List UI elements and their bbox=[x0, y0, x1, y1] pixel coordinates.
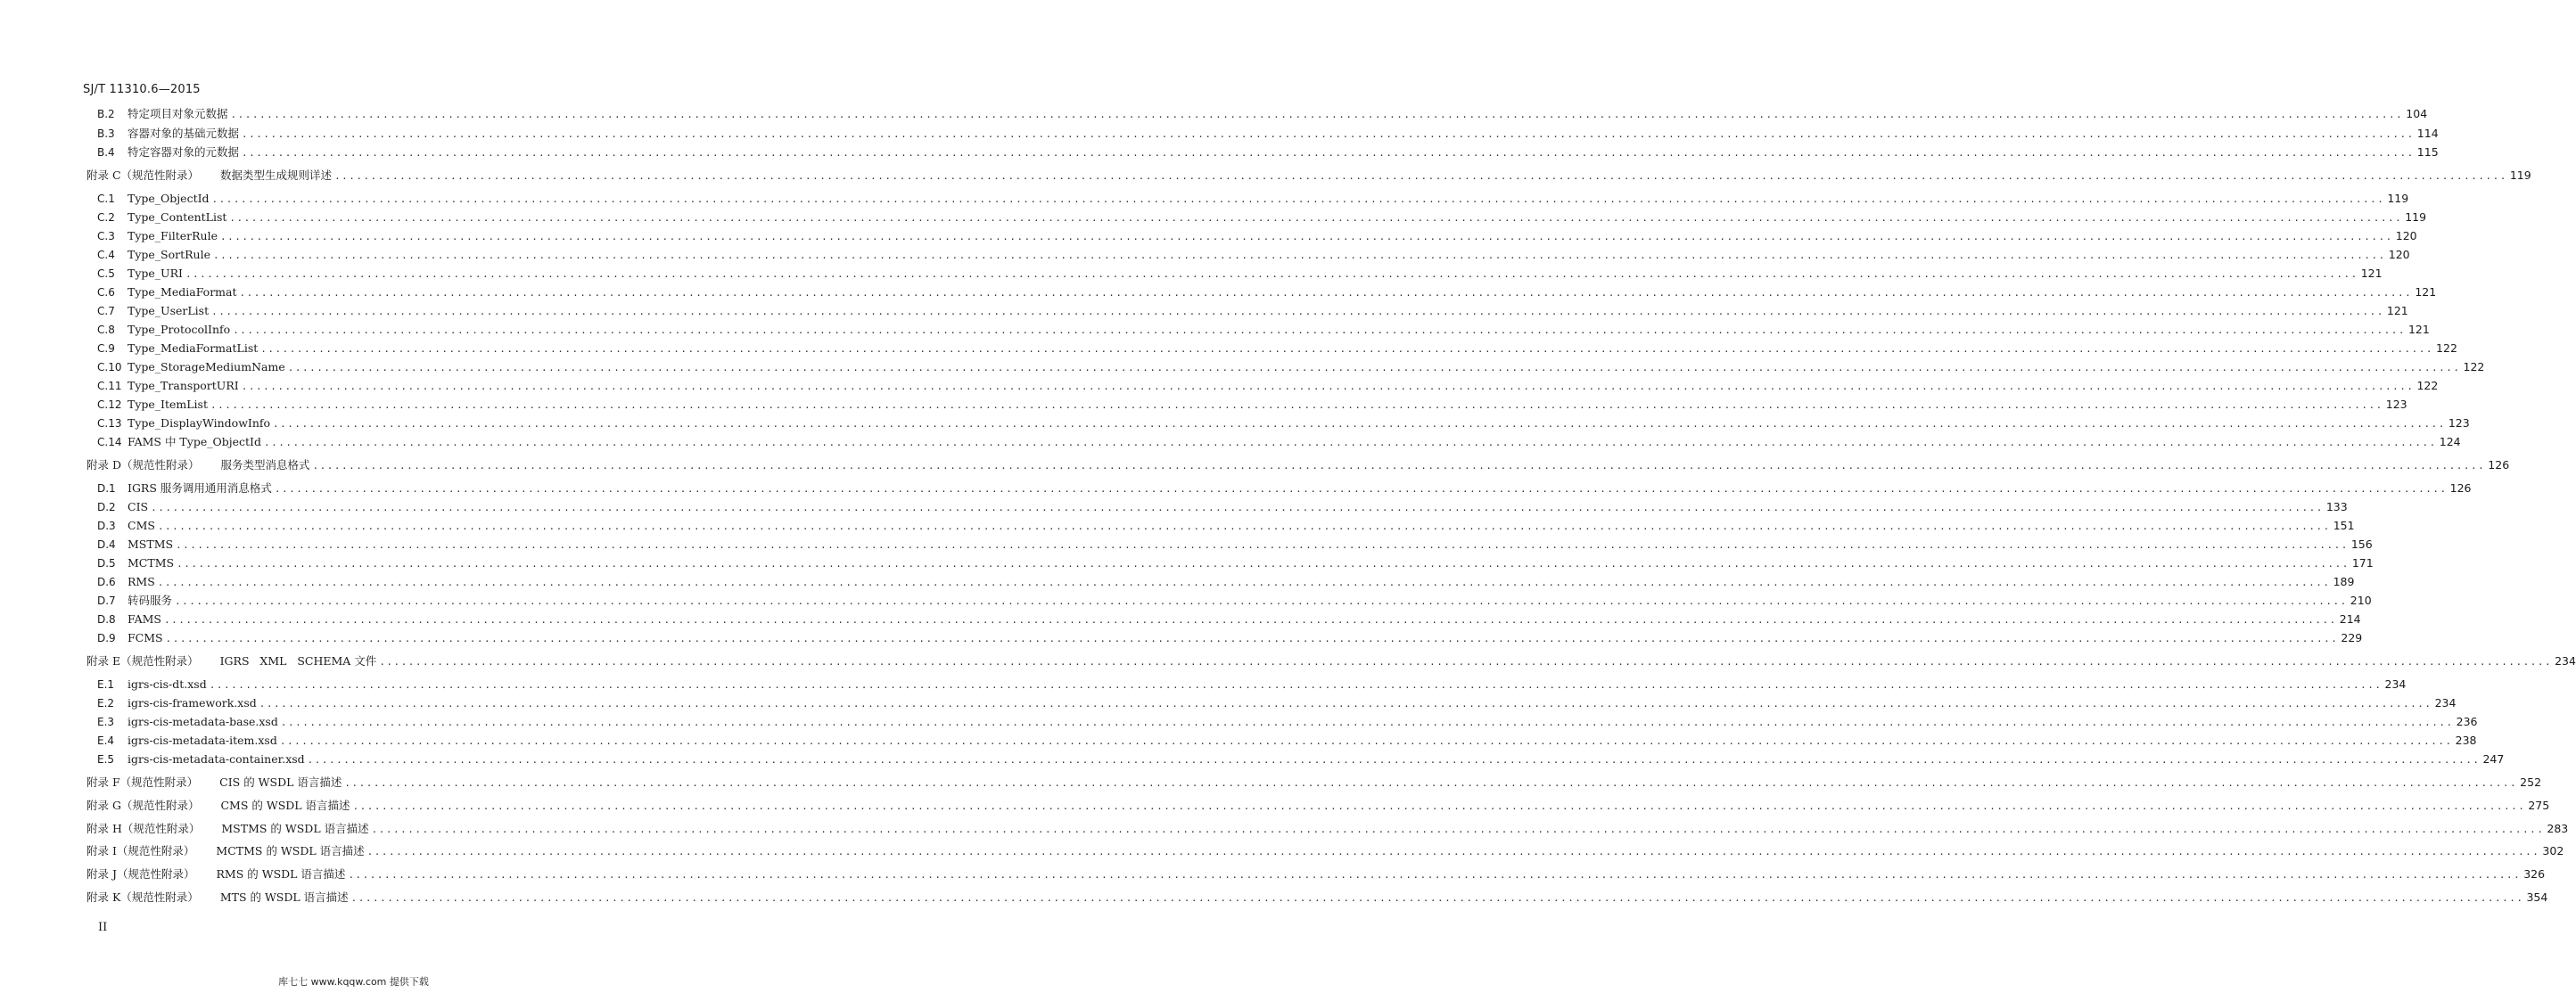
dot-leader: ............................................................................................................................................................................................................................................................................................................ bbox=[210, 399, 2383, 411]
toc-entry-page: 123 bbox=[2385, 398, 2407, 411]
toc-entry-title: IGRS 服务调用通用消息格式 bbox=[128, 481, 272, 495]
dot-leader: ............................................................................................................................................................................................................................................................................................................ bbox=[165, 633, 2339, 644]
toc-section-entry[interactable] bbox=[97, 415, 2470, 431]
dot-leader: ............................................................................................................................................................................................................................................................................................................ bbox=[274, 483, 2448, 495]
toc-section-entry[interactable] bbox=[97, 359, 2485, 375]
toc-entry-number: C.14 bbox=[97, 436, 122, 448]
toc-section-entry[interactable] bbox=[97, 378, 2439, 394]
dot-leader: ............................................................................................................................................................................................................................................................................................................ bbox=[242, 128, 2415, 140]
dot-leader: ............................................................................................................................................................................................................................................................................................................ bbox=[229, 212, 2403, 224]
toc-entry-title: Type_ItemList bbox=[128, 398, 208, 411]
dot-leader: ............................................................................................................................................................................................................................................................................................................ bbox=[233, 324, 2406, 336]
dot-leader: ............................................................................................................................................................................................................................................................................................................ bbox=[334, 170, 2507, 182]
toc-entry-title: Type_ProtocolInfo bbox=[128, 323, 231, 336]
toc-section-entry[interactable] bbox=[97, 574, 2355, 590]
toc-entry-page: 210 bbox=[2350, 594, 2372, 607]
toc-entry-number: E.2 bbox=[97, 697, 115, 710]
dot-leader: ............................................................................................................................................................................................................................................................................................................ bbox=[279, 735, 2453, 747]
toc-entry-title: Type_MediaFormat bbox=[128, 285, 237, 299]
toc-entry-page: 119 bbox=[2405, 210, 2427, 224]
dot-leader: ............................................................................................................................................................................................................................................................................................................ bbox=[350, 892, 2524, 904]
toc-entry-page: 121 bbox=[2407, 323, 2430, 336]
toc-entry-number: 附录 D（规范性附录） bbox=[86, 458, 200, 472]
toc-entry-number: E.4 bbox=[97, 734, 115, 747]
toc-section-entry[interactable] bbox=[97, 266, 2383, 282]
toc-entry-number: C.1 bbox=[97, 193, 115, 205]
dot-leader: ............................................................................................................................................................................................................................................................................................................ bbox=[241, 381, 2415, 392]
toc-entry-number: E.3 bbox=[97, 716, 115, 728]
toc-entry-page: 238 bbox=[2455, 734, 2477, 747]
toc-entry-page: 121 bbox=[2386, 304, 2408, 317]
toc-entry-number: B.2 bbox=[97, 108, 115, 120]
toc-section-entry[interactable] bbox=[97, 434, 2461, 450]
toc-section-entry[interactable] bbox=[97, 322, 2430, 338]
toc-entry-page: 114 bbox=[2416, 127, 2439, 140]
toc-entry-page: 126 bbox=[2488, 458, 2510, 472]
toc-section-entry[interactable] bbox=[97, 144, 2439, 160]
toc-entry-title: igrs-cis-metadata-base.xsd bbox=[128, 715, 278, 728]
toc-section-entry[interactable] bbox=[97, 480, 2472, 496]
toc-entry-number: C.8 bbox=[97, 324, 115, 336]
dot-leader: ............................................................................................................................................................................................................................................................................................................ bbox=[151, 502, 2324, 513]
toc-entry-page: 120 bbox=[2395, 229, 2417, 242]
toc-appendix-entry[interactable] bbox=[86, 798, 2550, 814]
toc-section-entry[interactable] bbox=[97, 695, 2457, 711]
toc-section-entry[interactable] bbox=[97, 284, 2437, 300]
toc-section-entry[interactable] bbox=[97, 593, 2372, 609]
toc-entry-page: 171 bbox=[2351, 556, 2374, 570]
dot-leader: ............................................................................................................................................................................................................................................................................................................ bbox=[157, 577, 2331, 588]
toc-section-entry[interactable] bbox=[97, 191, 2409, 207]
toc-entry-number: C.3 bbox=[97, 230, 115, 242]
toc-section-entry[interactable] bbox=[97, 228, 2417, 244]
dot-leader: ............................................................................................................................................................................................................................................................................................................ bbox=[371, 824, 2545, 835]
toc-entry-title: FAMS bbox=[128, 612, 161, 626]
toc-section-entry[interactable] bbox=[97, 247, 2410, 263]
toc-entry-page: 234 bbox=[2434, 696, 2457, 710]
dot-leader: ............................................................................................................................................................................................................................................................................................................ bbox=[242, 147, 2415, 159]
toc-entry-title: 容器对象的基础元数据 bbox=[128, 127, 240, 140]
toc-entry-title: 数据类型生成规则详述 bbox=[220, 168, 333, 182]
toc-entry-page: 126 bbox=[2449, 481, 2472, 495]
toc-entry-number: D.9 bbox=[97, 632, 116, 644]
toc-entry-number: 附录 G（规范性附录） bbox=[86, 799, 200, 812]
toc-entry-page: 214 bbox=[2339, 612, 2361, 626]
dot-leader: ............................................................................................................................................................................................................................................................................................................ bbox=[163, 614, 2337, 626]
page-number: II bbox=[98, 921, 108, 934]
dot-leader: ............................................................................................................................................................................................................................................................................................................ bbox=[312, 460, 2486, 472]
toc-entry-number: B.4 bbox=[97, 146, 115, 159]
dot-leader: ............................................................................................................................................................................................................................................................................................................ bbox=[379, 656, 2553, 668]
document-header: SJ/T 11310.6—2015 bbox=[83, 83, 201, 96]
toc-entry-title: CMS bbox=[128, 519, 155, 532]
dot-leader: ............................................................................................................................................................................................................................................................................................................ bbox=[348, 869, 2522, 881]
toc-entry-number: D.8 bbox=[97, 613, 116, 626]
toc-entry-title: MSTMS 的 WSDL 语言描述 bbox=[221, 822, 369, 835]
toc-entry-page: 151 bbox=[2333, 519, 2355, 532]
toc-entry-number: 附录 I（规范性附录） bbox=[86, 844, 195, 857]
toc-entry-title: RMS bbox=[128, 575, 155, 588]
toc-section-entry[interactable] bbox=[97, 499, 2348, 515]
toc-entry-title: Type_DisplayWindowInfo bbox=[128, 416, 271, 430]
toc-entry-page: 234 bbox=[2555, 654, 2576, 668]
toc-entry-number: 附录 E（规范性附录） bbox=[86, 654, 199, 668]
toc-entry-title: MCTMS 的 WSDL 语言描述 bbox=[216, 844, 365, 857]
toc-entry-title: FAMS 中 Type_ObjectId bbox=[128, 435, 261, 448]
toc-entry-number: D.2 bbox=[97, 501, 116, 513]
toc-entry-title: CMS 的 WSDL 语言描述 bbox=[220, 799, 350, 812]
toc-section-entry[interactable] bbox=[97, 126, 2439, 142]
toc-entry-title: igrs-cis-metadata-container.xsd bbox=[128, 752, 305, 766]
toc-section-entry[interactable] bbox=[97, 106, 2428, 122]
toc-entry-title: MTS 的 WSDL 语言描述 bbox=[219, 890, 349, 904]
dot-leader: ............................................................................................................................................................................................................................................................................................................ bbox=[344, 777, 2518, 789]
toc-section-entry[interactable] bbox=[97, 209, 2427, 226]
dot-leader: ............................................................................................................................................................................................................................................................................................................ bbox=[209, 679, 2383, 691]
dot-leader: ............................................................................................................................................................................................................................................................................................................ bbox=[211, 193, 2385, 205]
toc-entry-title: Type_ObjectId bbox=[128, 192, 210, 205]
toc-appendix-entry[interactable] bbox=[86, 890, 2548, 906]
toc-entry-number: C.7 bbox=[97, 305, 115, 317]
dot-leader: ............................................................................................................................................................................................................................................................................................................ bbox=[259, 698, 2432, 710]
toc-entry-title: 转码服务 bbox=[128, 594, 173, 607]
toc-section-entry[interactable] bbox=[97, 611, 2361, 628]
toc-entry-number: C.6 bbox=[97, 286, 115, 299]
toc-entry-page: 302 bbox=[2542, 844, 2564, 857]
toc-entry-page: 156 bbox=[2350, 537, 2373, 551]
dot-leader: ............................................................................................................................................................................................................................................................................................................ bbox=[287, 362, 2461, 373]
toc-appendix-entry[interactable] bbox=[86, 821, 2569, 837]
dot-leader: ............................................................................................................................................................................................................................................................................................................ bbox=[157, 521, 2331, 532]
toc-entry-page: 326 bbox=[2523, 867, 2546, 881]
toc-entry-page: 119 bbox=[2387, 192, 2409, 205]
toc-entry-page: 133 bbox=[2325, 500, 2348, 513]
toc-entry-page: 252 bbox=[2520, 775, 2542, 789]
toc-entry-number: C.11 bbox=[97, 380, 122, 392]
dot-leader: ............................................................................................................................................................................................................................................................................................................ bbox=[280, 717, 2454, 728]
toc-appendix-entry[interactable] bbox=[86, 168, 2531, 184]
toc-entry-title: Type_FilterRule bbox=[128, 229, 218, 242]
toc-entry-number: C.13 bbox=[97, 417, 122, 430]
toc-entry-title: MCTMS bbox=[128, 556, 175, 570]
toc-entry-title: Type_UserList bbox=[128, 304, 210, 317]
toc-entry-title: Type_StorageMediumName bbox=[128, 360, 285, 373]
toc-entry-title: 服务类型消息格式 bbox=[220, 458, 310, 472]
toc-entry-page: 275 bbox=[2528, 799, 2550, 812]
toc-entry-title: igrs-cis-dt.xsd bbox=[128, 677, 207, 691]
toc-entry-number: 附录 F（规范性附录） bbox=[86, 775, 199, 789]
toc-section-entry[interactable] bbox=[97, 397, 2407, 413]
toc-entry-title: Type_ContentList bbox=[128, 210, 227, 224]
dot-leader: ............................................................................................................................................................................................................................................................................................................ bbox=[175, 595, 2348, 607]
toc-entry-page: 229 bbox=[2341, 631, 2363, 644]
toc-entry-title: 特定容器对象的元数据 bbox=[128, 145, 240, 159]
toc-entry-title: Type_SortRule bbox=[128, 248, 210, 261]
toc-section-entry[interactable] bbox=[97, 630, 2363, 646]
toc-entry-number: D.7 bbox=[97, 595, 116, 607]
toc-entry-title: igrs-cis-framework.xsd bbox=[128, 696, 257, 710]
toc-entry-number: B.3 bbox=[97, 127, 115, 140]
dot-leader: ............................................................................................................................................................................................................................................................................................................ bbox=[211, 306, 2384, 317]
toc-entry-title: Type_TransportURI bbox=[128, 379, 239, 392]
toc-entry-number: C.12 bbox=[97, 398, 122, 411]
dot-leader: ............................................................................................................................................................................................................................................................................................................ bbox=[239, 287, 2413, 299]
dot-leader: ............................................................................................................................................................................................................................................................................................................ bbox=[260, 343, 2434, 355]
dot-leader: ............................................................................................................................................................................................................................................................................................................ bbox=[213, 250, 2386, 261]
toc-entry-page: 122 bbox=[2436, 341, 2457, 355]
toc-entry-page: 247 bbox=[2482, 752, 2505, 766]
toc-entry-page: 121 bbox=[2415, 285, 2437, 299]
toc-entry-page: 121 bbox=[2360, 267, 2383, 280]
toc-section-entry[interactable] bbox=[97, 733, 2477, 749]
toc-entry-page: 283 bbox=[2547, 822, 2569, 835]
toc-entry-page: 354 bbox=[2526, 890, 2548, 904]
toc-section-entry[interactable] bbox=[97, 751, 2505, 767]
toc-entry-title: Type_URI bbox=[128, 267, 183, 280]
toc-appendix-entry[interactable] bbox=[86, 653, 2576, 669]
toc-entry-page: 123 bbox=[2448, 416, 2470, 430]
toc-entry-title: Type_MediaFormatList bbox=[128, 341, 259, 355]
dot-leader: ............................................................................................................................................................................................................................................................................................................ bbox=[263, 437, 2437, 448]
toc-entry-number: 附录 J（规范性附录） bbox=[86, 867, 195, 881]
dot-leader: ............................................................................................................................................................................................................................................................................................................ bbox=[185, 268, 2358, 280]
toc-appendix-entry[interactable] bbox=[86, 775, 2542, 791]
toc-entry-title: 特定项目对象元数据 bbox=[128, 107, 228, 120]
toc-appendix-entry[interactable] bbox=[86, 843, 2564, 859]
toc-entry-number: C.9 bbox=[97, 342, 115, 355]
toc-entry-number: 附录 H（规范性附录） bbox=[86, 822, 201, 835]
toc-section-entry[interactable] bbox=[97, 518, 2355, 534]
toc-appendix-entry[interactable] bbox=[86, 866, 2546, 882]
toc-entry-title: IGRS XML SCHEMA 文件 bbox=[219, 654, 377, 668]
toc-entry-title: CIS bbox=[128, 500, 149, 513]
toc-section-entry[interactable] bbox=[97, 677, 2407, 693]
toc-entry-title: RMS 的 WSDL 语言描述 bbox=[216, 867, 346, 881]
toc-entry-page: 104 bbox=[2406, 107, 2428, 120]
dot-leader: ............................................................................................................................................................................................................................................................................................................ bbox=[176, 539, 2349, 551]
toc-entry-page: 122 bbox=[2463, 360, 2485, 373]
toc-entry-page: 124 bbox=[2439, 435, 2461, 448]
toc-entry-number: D.4 bbox=[97, 538, 116, 551]
toc-entry-number: D.6 bbox=[97, 576, 116, 588]
dot-leader: ............................................................................................................................................................................................................................................................................................................ bbox=[177, 558, 2350, 570]
toc-entry-number: D.1 bbox=[97, 482, 116, 495]
download-footer: 库七七 www.kqqw.com 提供下载 bbox=[278, 976, 429, 988]
toc-entry-number: E.1 bbox=[97, 678, 115, 691]
toc-entry-page: 115 bbox=[2416, 145, 2439, 159]
toc-section-entry[interactable] bbox=[97, 714, 2478, 730]
toc-entry-page: 236 bbox=[2456, 715, 2478, 728]
toc-entry-number: E.5 bbox=[97, 753, 115, 766]
toc-entry-title: CIS 的 WSDL 语言描述 bbox=[219, 775, 342, 789]
toc-section-entry[interactable] bbox=[97, 303, 2408, 319]
toc-entry-number: C.4 bbox=[97, 249, 115, 261]
dot-leader: ............................................................................................................................................................................................................................................................................................................ bbox=[219, 231, 2393, 242]
toc-entry-title: MSTMS bbox=[128, 537, 174, 551]
toc-entry-number: 附录 C（规范性附录） bbox=[86, 168, 200, 182]
toc-section-entry[interactable] bbox=[97, 341, 2457, 357]
toc-entry-page: 120 bbox=[2388, 248, 2410, 261]
dot-leader: ............................................................................................................................................................................................................................................................................................................ bbox=[307, 754, 2481, 766]
toc-appendix-entry[interactable] bbox=[86, 457, 2510, 473]
toc-entry-page: 122 bbox=[2416, 379, 2439, 392]
dot-leader: ............................................................................................................................................................................................................................................................................................................ bbox=[273, 418, 2446, 430]
toc-entry-title: FCMS bbox=[128, 631, 163, 644]
toc-entry-page: 189 bbox=[2333, 575, 2355, 588]
toc-section-entry[interactable] bbox=[97, 555, 2374, 571]
toc-entry-number: 附录 K（规范性附录） bbox=[86, 890, 199, 904]
dot-leader: ............................................................................................................................................................................................................................................................................................................ bbox=[230, 109, 2404, 120]
dot-leader: ............................................................................................................................................................................................................................................................................................................ bbox=[366, 846, 2540, 857]
toc-entry-title: igrs-cis-metadata-item.xsd bbox=[128, 734, 277, 747]
toc-entry-number: C.10 bbox=[97, 361, 122, 373]
toc-section-entry[interactable] bbox=[97, 537, 2373, 553]
dot-leader: ............................................................................................................................................................................................................................................................................................................ bbox=[352, 800, 2526, 812]
toc-entry-page: 234 bbox=[2384, 677, 2407, 691]
toc-entry-number: D.3 bbox=[97, 520, 116, 532]
toc-entry-number: D.5 bbox=[97, 557, 116, 570]
toc-entry-page: 119 bbox=[2509, 168, 2531, 182]
toc-entry-number: C.2 bbox=[97, 211, 115, 224]
toc-entry-number: C.5 bbox=[97, 267, 115, 280]
